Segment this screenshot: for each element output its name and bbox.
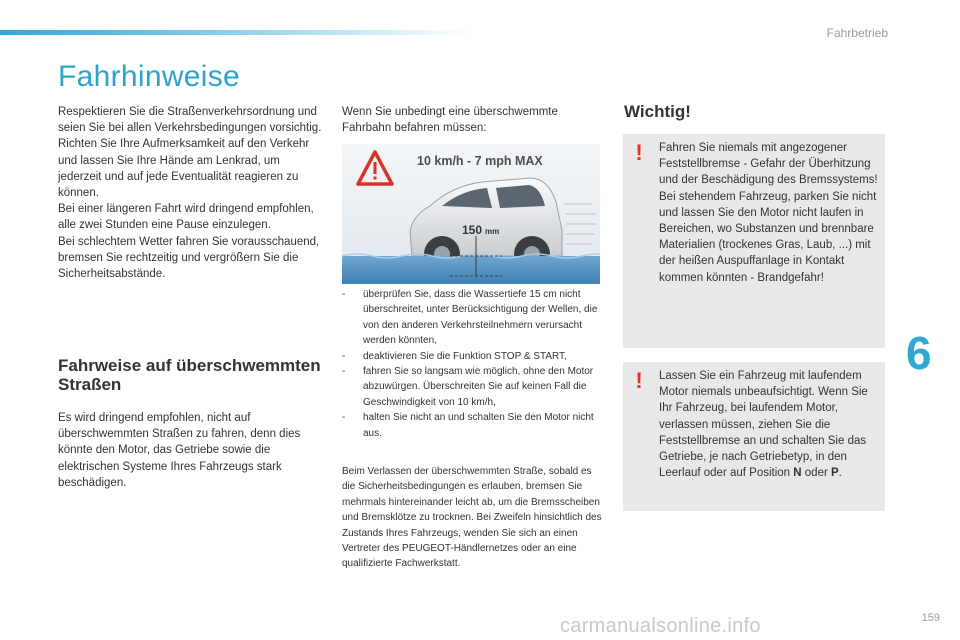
page-title: Fahrhinweise <box>58 60 241 93</box>
flood-instructions-list <box>342 287 604 441</box>
warning-note <box>623 134 885 348</box>
intro-text <box>58 104 323 282</box>
list-item <box>342 364 604 410</box>
gear-position-p: P <box>831 467 839 480</box>
note-text-part: oder <box>801 467 831 480</box>
important-heading: Wichtig! <box>624 102 691 121</box>
flood-illustration-svg <box>342 144 600 284</box>
paragraph: Respektieren Sie die Straßenverkehrsordnung und seien Sie bei allen Verkehrsbedingungen vorsichtig. <box>58 106 322 135</box>
list-item <box>342 349 604 364</box>
list-item <box>342 287 604 349</box>
bullet-dash: - <box>342 350 346 362</box>
list-item-text: deaktivieren Sie die Funktion STOP & START, <box>363 350 567 362</box>
watermark: carmanualsonline.info <box>560 615 761 637</box>
list-item-text: fahren Sie so langsam wie möglich, ohne den Motor abzuwürgen. Überschreiten Sie auf keinen Fall die Geschwindigkeit von 10 km/h, <box>363 366 594 408</box>
list-item <box>342 410 604 441</box>
chapter-number: 6 <box>906 327 932 379</box>
note-text-part: Lassen Sie ein Fahrzeug mit laufendem Motor niemals unbeaufsichtigt. Wenn Sie Ihr Fahrzeug, bei laufendem Motor, verlassen müssen, ziehen Sie die Feststellbremse an und schalten Sie das Getriebe, je nach Getriebetyp, in den Leerlauf oder auf Position <box>659 370 868 480</box>
bullet-dash: - <box>342 289 346 300</box>
section-text: Es wird dringend empfohlen, nicht auf überschwemmten Straßen zu fahren, denn dies könnte den Motor, das Getriebe sowie die elektrischen Systeme Ihres Fahrzeugs stark beschädigen. <box>58 412 301 489</box>
exclamation-icon: ! <box>635 140 643 165</box>
section-heading: Fahrweise auf überschwemmten Straßen <box>58 356 321 394</box>
warning-note <box>623 362 885 511</box>
bullet-dash: - <box>342 412 346 424</box>
gear-position-n: N <box>793 467 802 480</box>
after-flood-text: Beim Verlassen der überschwemmten Straße, sobald es die Sicherheitsbedingungen es erlauben, bremsen Sie mehrmals hintereinander leicht ab, um die Bremsscheiben und Bremsklötze zu trocknen. Bei Zweifeln hinsichtlich des Zustands Ihres Fahrzeugs, wenden Sie sich an einen Vertreter des PEUGEOT-Händlernetzes oder an eine qualifizierte Fachwerkstatt. <box>342 466 602 570</box>
paragraph: Bei einer längeren Fahrt wird dringend empfohlen, alle zwei Stunden eine Pause einzulegen. <box>58 203 314 232</box>
depth-value: 150 <box>462 223 483 237</box>
note-text-part: . <box>838 467 842 480</box>
bullet-dash: - <box>342 366 346 378</box>
flood-illustration <box>342 144 600 284</box>
speed-limit-label: 10 km/h - 7 mph MAX <box>417 154 543 168</box>
exclamation-icon: ! <box>635 368 643 393</box>
flood-intro: Wenn Sie unbedingt eine überschwemmte Fahrbahn befahren müssen: <box>342 106 558 135</box>
header-accent-bar <box>0 30 470 35</box>
section-label: Fahrbetrieb <box>826 26 888 40</box>
page-number: 159 <box>921 612 940 624</box>
list-item-text: halten Sie nicht an und schalten Sie den Motor nicht aus. <box>363 412 594 439</box>
list-item-text: überprüfen Sie, dass die Wassertiefe 15 cm nicht überschreitet, unter Berücksichtigung der Wellen, die von den anderen Verkehrsteilnehmern verursacht werden könnten, <box>363 289 598 347</box>
warning-note-text: Fahren Sie niemals mit angezogener Feststellbremse - Gefahr der Überhitzung und der Beschädigung des Bremssystems! Bei stehendem Fahrzeug, parken Sie nicht und lassen Sie den Motor nicht laufen in Bereichen, wo Substanzen und brennbare Materialien (trockenes Gras, Laub, ...) mit der heißen Auspuffanlage in Kontakt kommen könnten - Brandgefahr! <box>659 142 878 284</box>
paragraph: Richten Sie Ihre Aufmerksamkeit auf den Verkehr und lassen Sie Ihre Hände am Lenkrad, um jederzeit und auf jede Eventualität reagieren zu können. <box>58 138 310 200</box>
paragraph: Bei schlechtem Wetter fahren Sie vorausschauend, bremsen Sie rechtzeitig und vergrößern Sie die Sicherheitsabstände. <box>58 235 320 281</box>
depth-unit: mm <box>485 227 500 236</box>
water-surface <box>342 256 600 284</box>
warning-note-text <box>659 368 879 481</box>
